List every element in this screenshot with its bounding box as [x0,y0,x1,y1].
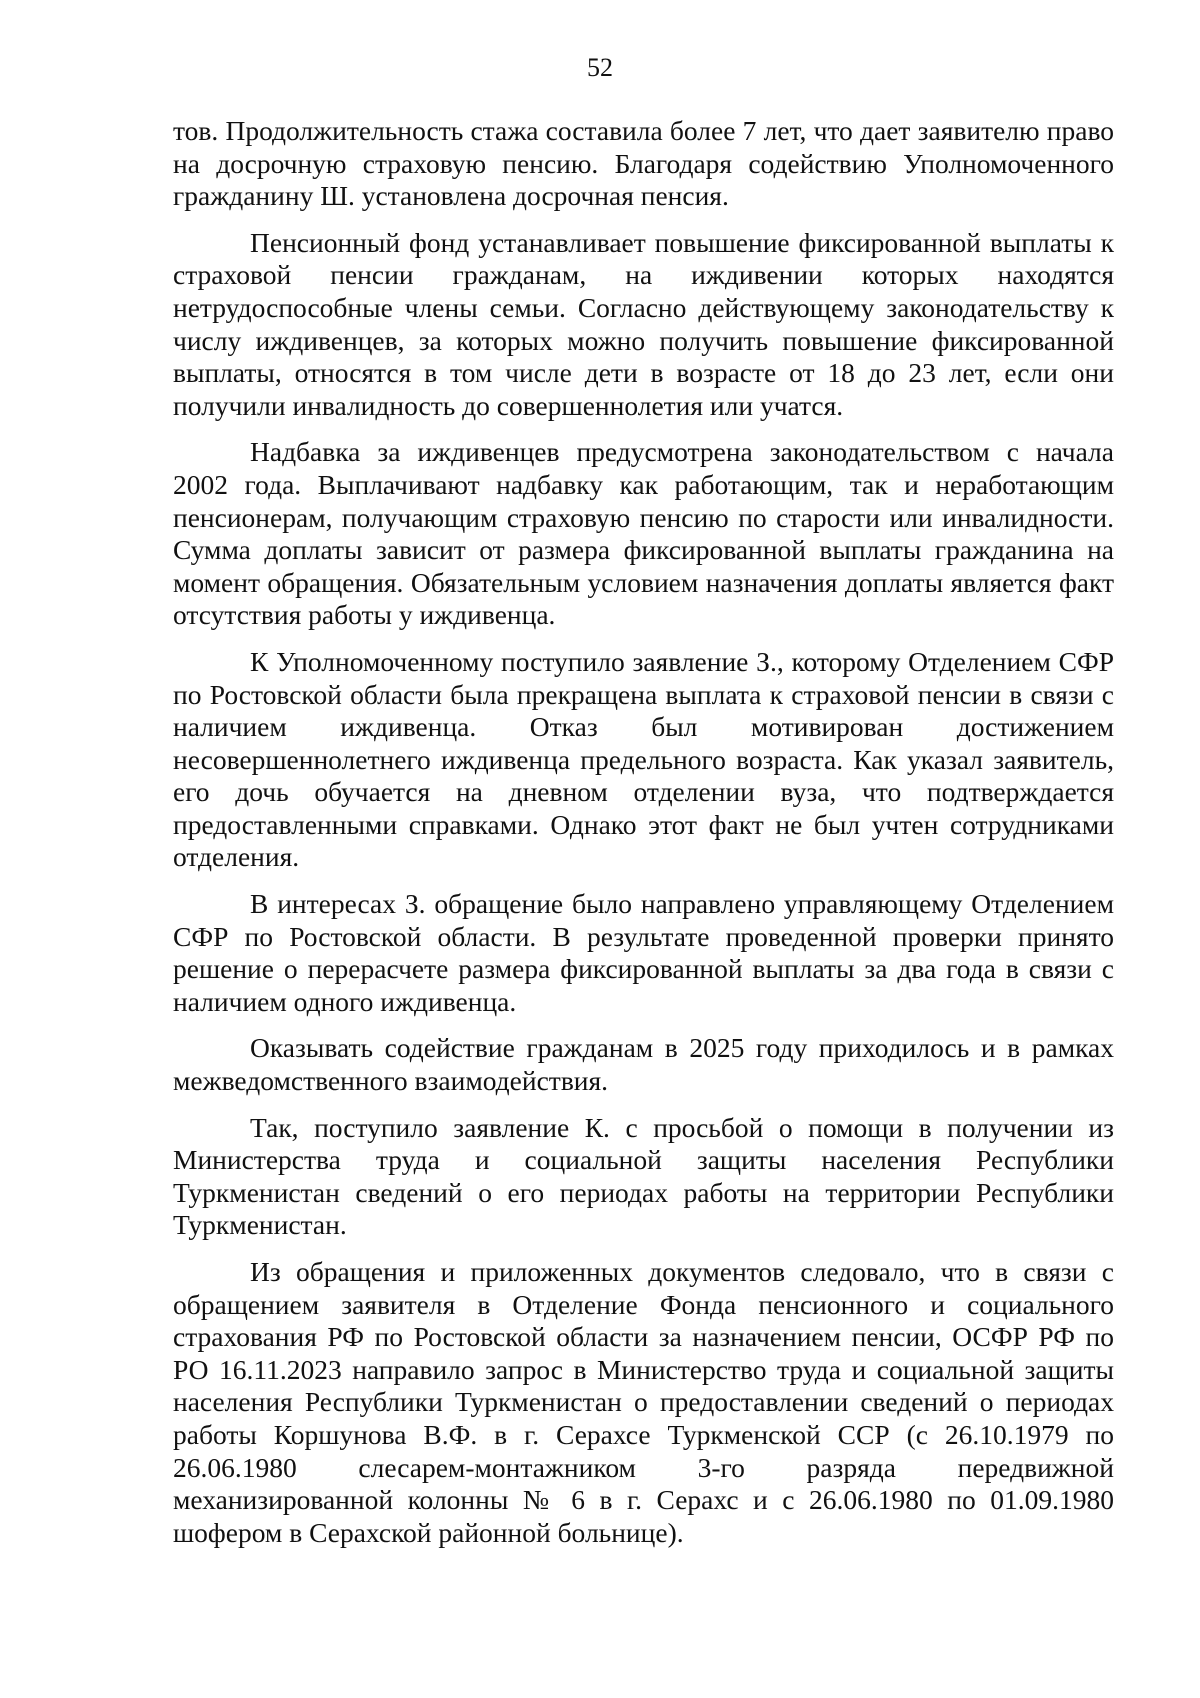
document-body [173,115,1114,1563]
paragraph-case-k-details: Из обращения и приложенных документов следовало, что в связи с обращением заявителя в Отделение Фонда пенсионного и социального страхования РФ по Ростовской области за назначением пенсии, ОСФР РФ по РО 16.11.2023 направило запрос в Министерство труда и социальной защиты населения Республики Туркменистан о предоставлении сведений о периодах работы Коршунова В.Ф. в г. Серахсе Туркменской ССР (с 26.10.1979 по 26.06.1980 слесарем-монтажником 3-го разряда передвижной механизированной колонны № 6 в г. Серахс и с 26.06.1980 по 01.09.1980 шофером в Серахской районной больнице). [173,1256,1114,1548]
paragraph-dependents-allowance: Надбавка за иждивенцев предусмотрена законодательством с начала 2002 года. Выплачивают надбавку как работающим, так и неработающим пенсионерам, получающим страховую пенсию по старости или инвалидности. Сумма доплаты зависит от размера фиксированной выплаты гражданина на момент обращения. Обязательным условием назначения доплаты является факт отсутствия работы у иждивенца. [173,436,1114,631]
paragraph-continued: тов. Продолжительность стажа составила более 7 лет, что дает заявителю право на досрочную страховую пенсию. Благодаря содействию Уполномоченного гражданину Ш. установлена досрочная пенсия. [173,115,1114,212]
paragraph-pension-fund-supplement: Пенсионный фонд устанавливает повышение фиксированной выплаты к страховой пенсии гражданам, на иждивении которых находятся нетрудоспособные члены семьи. Согласно действующему законодательству к числу иждивенцев, за которых можно получить повышение фиксированной выплаты, относятся в том числе дети в возрасте от 18 до 23 лет, если они получили инвалидность до совершеннолетия или учатся. [173,226,1114,421]
paragraph-case-z-complaint: К Уполномоченному поступило заявление З., которому Отделением СФР по Ростовской области была прекращена выплата к страховой пенсии в связи с наличием иждивенца. Отказ был мотивирован достижением несовершеннолетнего иждивенца предельного возраста. Как указал заявитель, его дочь обучается на дневном отделении вуза, что подтверждается предоставленными справками. Однако этот факт не был учтен сотрудниками отделения. [173,645,1114,873]
paragraph-case-k-request: Так, поступило заявление К. с просьбой о помощи в получении из Министерства труда и социальной защиты населения Республики Туркменистан сведений о его периодах работы на территории Республики Туркменистан. [173,1111,1114,1241]
page-number: 52 [587,53,613,82]
paragraph-interagency-cooperation: Оказывать содействие гражданам в 2025 году приходилось и в рамках межведомственного взаимодействия. [173,1032,1114,1097]
paragraph-case-z-result: В интересах З. обращение было направлено управляющему Отделением СФР по Ростовской области. В результате проведенной проверки принято решение о перерасчете размера фиксированной выплаты за два года в связи с наличием одного иждивенца. [173,888,1114,1017]
